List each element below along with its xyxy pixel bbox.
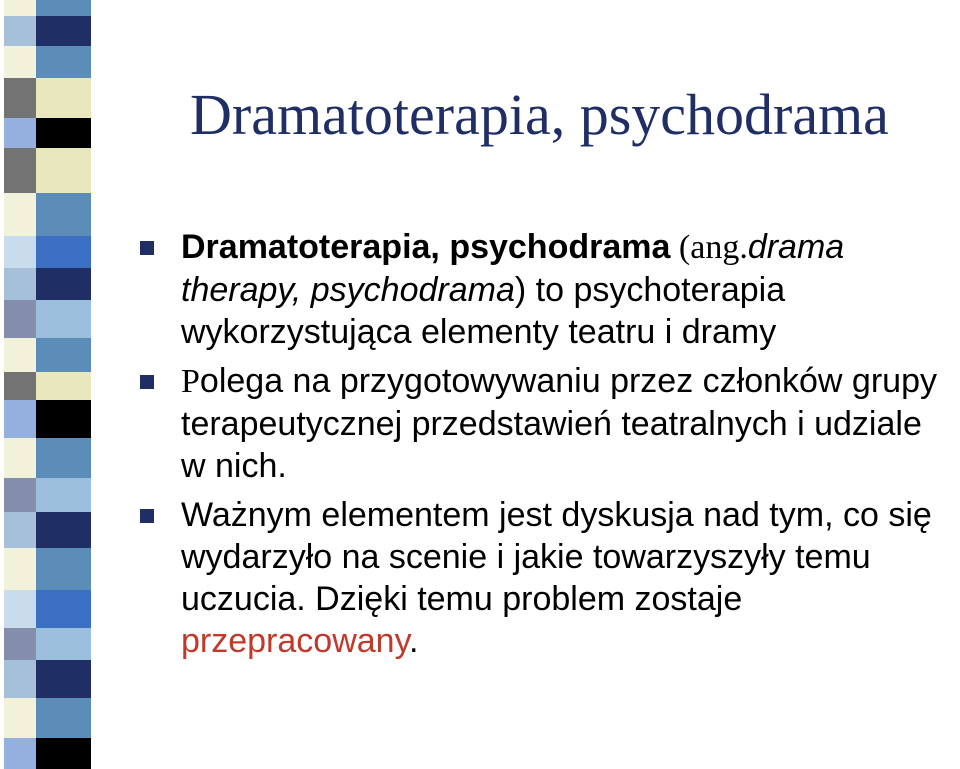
- square-bullet-icon: [140, 509, 154, 523]
- stripe-band-left: [4, 46, 36, 78]
- stripe-band-left: [4, 338, 36, 372]
- bullet-text: ) to psychoterapia wykorzystująca elementy teatru i dramy: [181, 271, 786, 351]
- stripe-band: [36, 548, 91, 590]
- stripe-band-left: [4, 660, 36, 698]
- stripe-band: [36, 478, 91, 512]
- stripe-band: [36, 660, 91, 698]
- stripe-band: [36, 338, 91, 372]
- bullet-highlight: przepracowany: [181, 622, 410, 660]
- stripe-band-left: [4, 268, 36, 300]
- stripe-band-left: [4, 372, 36, 400]
- stripe-band-left: [4, 236, 36, 268]
- stripe-band-left: [4, 590, 36, 628]
- square-bullet-icon: [140, 375, 154, 389]
- stripe-band-left: [4, 738, 36, 769]
- bullet-text: Ważnym elementem jest dyskusja nad tym, co się wydarzyło na scenie i jakie towarzyszyły temu uczucia. Dzięki temu problem zostaje: [181, 496, 932, 618]
- decorative-stripe-bar: [0, 0, 120, 769]
- stripe-band: [36, 78, 91, 118]
- bullet-end: .: [409, 622, 419, 660]
- stripe-band-left: [4, 478, 36, 512]
- bullet-item: [140, 360, 950, 487]
- stripe-band: [36, 236, 91, 268]
- stripe-band: [36, 16, 91, 46]
- stripe-band: [36, 148, 91, 193]
- bullet-text: olega na przygotowywaniu przez członków grupy terapeutycznej przedstawień teatralnych i udziale w nich.: [181, 362, 937, 485]
- stripe-band: [36, 46, 91, 78]
- square-bullet-icon: [140, 241, 154, 255]
- bullet-item: [140, 226, 950, 353]
- stripe-band-left: [4, 512, 36, 548]
- stripe-band-left: [4, 300, 36, 338]
- bullet-list: [140, 226, 950, 669]
- stripe-band-left: [4, 118, 36, 148]
- stripe-band: [36, 300, 91, 338]
- stripe-band: [36, 512, 91, 548]
- stripe-band-left: [4, 78, 36, 118]
- stripe-band-left: [4, 438, 36, 478]
- stripe-band-left: [4, 16, 36, 46]
- bullet-paren-open: (ang.: [670, 229, 748, 266]
- stripe-band: [36, 628, 91, 660]
- stripe-band: [36, 738, 91, 769]
- stripe-band-left: [4, 628, 36, 660]
- slide-title: Dramatoterapia, psychodrama: [190, 82, 889, 147]
- bullet-term: Dramatoterapia, psychodrama: [181, 228, 671, 266]
- stripe-band-left: [4, 148, 36, 193]
- stripe-band-left: [4, 193, 36, 236]
- stripe-band: [36, 590, 91, 628]
- stripe-band-left: [4, 0, 36, 16]
- stripe-band: [36, 268, 91, 300]
- stripe-band: [36, 400, 91, 438]
- stripe-band: [36, 438, 91, 478]
- bullet-first-letter: P: [181, 363, 200, 400]
- stripe-band: [36, 698, 91, 738]
- stripe-band-left: [4, 698, 36, 738]
- bullet-item: [140, 494, 950, 662]
- stripe-band-left: [4, 400, 36, 438]
- stripe-band-left: [4, 548, 36, 590]
- stripe-band: [36, 118, 91, 148]
- stripe-band: [36, 372, 91, 400]
- stripe-band: [36, 0, 91, 16]
- bullet-english-term: drama therapy, psychodrama: [181, 228, 845, 309]
- stripe-band: [36, 193, 91, 236]
